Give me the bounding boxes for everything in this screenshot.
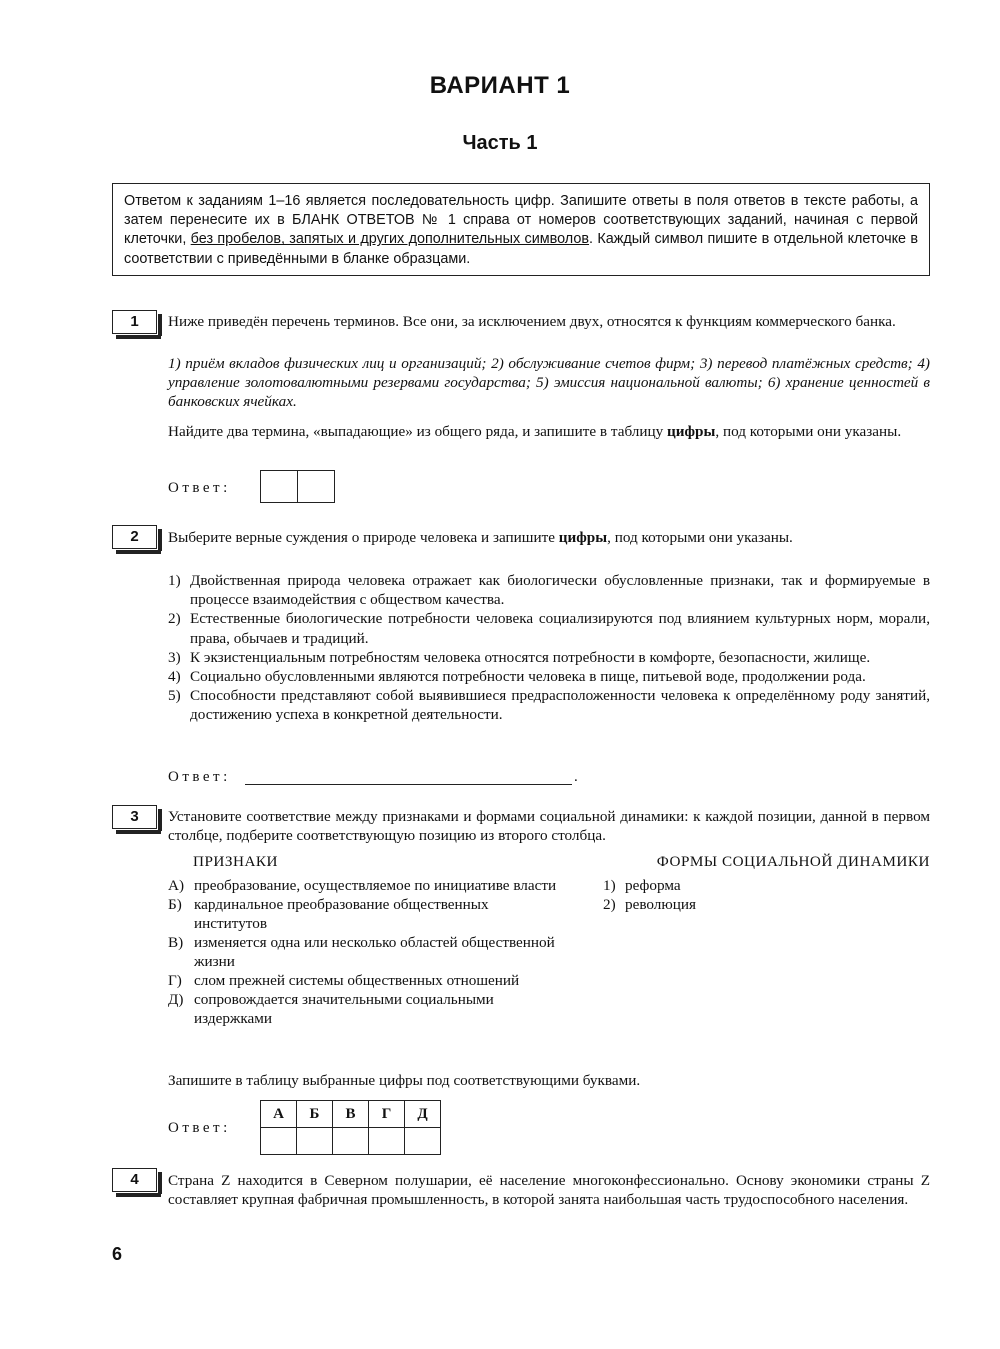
page-number: 6: [112, 1244, 123, 1264]
answer-table-header: [261, 1101, 441, 1128]
answer-cell[interactable]: [369, 1128, 405, 1155]
criteria-text: сопровождается значительными социальными издержками: [194, 991, 494, 1027]
answer-cell[interactable]: [333, 1128, 369, 1155]
question-3-answer-label: Ответ:: [168, 1120, 231, 1136]
instructions-text-2: . Каждый символ пишите в отдельной клеточке в соответствии с приведёнными в бланке образцами.: [124, 231, 919, 267]
question-2-answer-line[interactable]: [245, 768, 572, 785]
option-item: [168, 667, 930, 686]
criteria-item: [168, 990, 560, 1028]
letter-cell: Г: [369, 1101, 405, 1128]
option-number: 5): [168, 687, 181, 705]
criteria-letter: А): [168, 877, 185, 894]
question-3-number: 3: [112, 805, 157, 829]
question-1-task: [168, 422, 930, 441]
answer-cell[interactable]: [297, 1128, 333, 1155]
question-2-options: [168, 571, 930, 725]
question-3-left-title: ПРИЗНАКИ: [193, 853, 279, 870]
question-3-intro: Установите соответствие между признаками и формами социальной динамики: к каждой позиции, данной в первом столбце, подберите соответствующую позицию из второго столбца.: [168, 808, 930, 845]
answer-cell[interactable]: [261, 1128, 297, 1155]
question-1-number: 1: [112, 310, 157, 334]
answer-cell[interactable]: [405, 1128, 441, 1155]
question-3-answer-table[interactable]: [260, 1100, 441, 1155]
question-1-intro: Ниже приведён перечень терминов. Все они, за исключением двух, относятся к функциям коммерческого банка.: [168, 313, 896, 330]
question-2-intro-b: , под которыми они указаны.: [607, 529, 793, 546]
form-item: [603, 876, 903, 895]
option-item: [168, 686, 930, 724]
criteria-item: [168, 971, 560, 990]
criteria-item: [168, 876, 560, 895]
question-1-task-b: , под которыми они указаны.: [715, 423, 902, 440]
option-text: Естественные биологические потребности человека социализируются под влиянием культурных норм, морали, права, обычаев и традиций.: [190, 610, 930, 647]
criteria-letter: В): [168, 934, 184, 951]
part-title: Часть 1: [462, 132, 538, 154]
option-number: 2): [168, 610, 181, 628]
answer-cell[interactable]: [298, 471, 334, 502]
criteria-item: [168, 895, 560, 933]
form-item: [603, 895, 903, 914]
criteria-letter: Д): [168, 991, 184, 1008]
answer-table-row[interactable]: [261, 1128, 441, 1155]
question-3-right-title: ФОРМЫ СОЦИАЛЬНОЙ ДИНАМИКИ: [656, 853, 930, 870]
form-number: 1): [603, 877, 616, 894]
question-3-left-list: [168, 876, 560, 1028]
letter-cell: Б: [297, 1101, 333, 1128]
option-number: 1): [168, 572, 181, 589]
question-4-number: 4: [112, 1168, 157, 1192]
question-2-answer-period: .: [574, 769, 578, 785]
option-text: Социально обусловленными являются потребности человека в пище, питьевой воде, продолжении рода.: [190, 668, 866, 686]
option-item: [168, 648, 930, 667]
form-number: 2): [603, 896, 616, 913]
option-number: 3): [168, 648, 181, 666]
option-item: [168, 571, 930, 609]
option-text: Двойственная природа человека отражает как биологически обусловленные признаки, так и формируемые в процессе взаимодействия с обществом качества.: [190, 572, 930, 609]
letter-cell: Д: [405, 1101, 441, 1128]
criteria-text: изменяется одна или несколько областей общественной жизни: [194, 934, 555, 970]
option-text: К экзистенциальным потребностям человека относятся потребности в комфорте, безопасности, жилище.: [190, 648, 871, 666]
question-2-intro: [168, 528, 930, 547]
question-1-answer-boxes[interactable]: [260, 470, 335, 503]
question-1-task-bold: цифры: [667, 423, 716, 440]
question-1-task-a: Найдите два термина, «выпадающие» из общего ряда, и запишите в таблицу: [168, 423, 668, 440]
option-text: Способности представляют собой выявившиеся предрасположенности человека к определённому роду занятий, достижению успеха в конкретной деятельности.: [190, 687, 930, 724]
instructions-box: [112, 183, 930, 276]
question-2-intro-bold: цифры: [558, 529, 608, 546]
question-3-right-list: [603, 876, 903, 914]
form-text: реформа: [625, 877, 681, 894]
criteria-item: [168, 933, 560, 971]
question-2-number: 2: [112, 525, 157, 549]
question-2-intro-a: Выберите верные суждения о природе человека и запишите: [168, 529, 559, 546]
criteria-text: преобразование, осуществляемое по инициативе власти: [194, 877, 557, 894]
instructions-underlined: без пробелов, запятых и других дополнительных символов: [190, 231, 590, 248]
instructions-text-1: Ответом к заданиям 1–16 является последовательность цифр. Запишите ответы в поля ответов в тексте работы, а затем перенесите их в БЛАНК ОТВЕТОВ № 1 справа от номеров соответствующих заданий, начиная с первой клеточки,: [124, 193, 918, 248]
question-1-terms: 1) приём вкладов физических лиц и организаций; 2) обслуживание счетов фирм; 3) перевод платёжных средств; 4) управление золотовалютными резервами государства; 5) эмиссия национальной валюты; 6) хранение ценностей в банковских ячейках.: [168, 355, 930, 411]
letter-cell: В: [333, 1101, 369, 1128]
option-number: 4): [168, 668, 181, 686]
form-text: революция: [625, 896, 696, 913]
criteria-text: слом прежней системы общественных отношений: [194, 972, 520, 989]
criteria-letter: Г): [168, 972, 182, 989]
question-3-task: Запишите в таблицу выбранные цифры под соответствующими буквами.: [168, 1072, 641, 1089]
question-2-answer-label: Ответ:: [168, 769, 231, 785]
letter-cell: А: [261, 1101, 297, 1128]
option-item: [168, 609, 930, 647]
question-1-answer-label: Ответ:: [168, 480, 231, 496]
question-4-text: Страна Z находится в Северном полушарии, её население многоконфессионально. Основу экономики страны Z составляет крупная фабричная промышленность, в которой занята наибольшая часть трудоспособного населения.: [168, 1172, 930, 1209]
answer-cell[interactable]: [261, 471, 298, 502]
criteria-letter: Б): [168, 896, 182, 913]
variant-title: ВАРИАНТ 1: [429, 72, 571, 99]
criteria-text: кардинальное преобразование общественных институтов: [194, 896, 489, 932]
